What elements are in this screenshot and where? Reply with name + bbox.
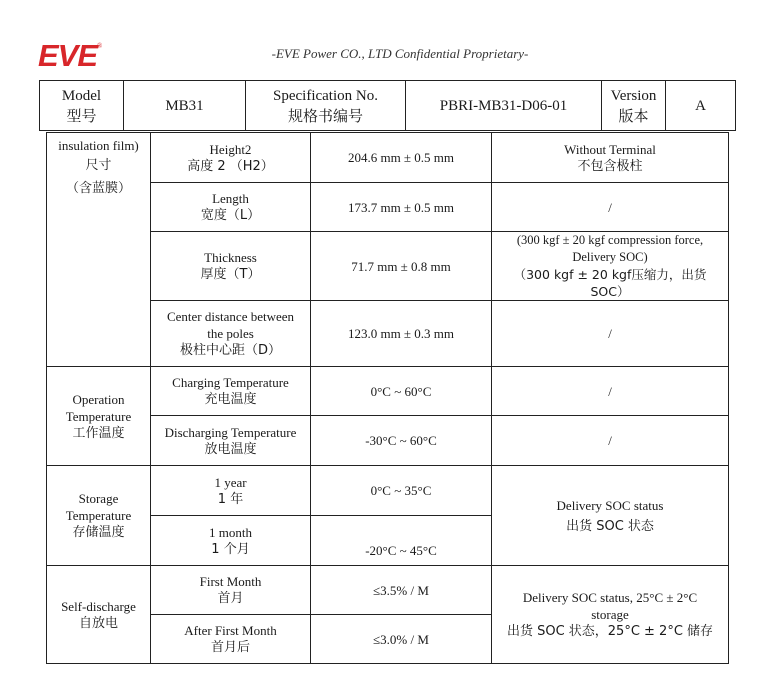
- model-value: MB31: [124, 81, 246, 131]
- thickness-value: 71.7 mm ± 0.8 mm: [311, 232, 492, 301]
- height2-label: Height2 高度 2 （H2）: [151, 133, 311, 183]
- height2-note: Without Terminal 不包含极柱: [492, 133, 729, 183]
- storage-temp-label: Storage Temperature 存储温度: [47, 466, 151, 566]
- spec-value: PBRI-MB31-D06-01: [406, 81, 602, 131]
- registered-mark: ®: [97, 42, 103, 50]
- height2-value: 204.6 mm ± 0.5 mm: [311, 133, 492, 183]
- table-row: [47, 466, 729, 516]
- length-label: Length 宽度（L）: [151, 183, 311, 232]
- after-first-month-label: After First Month 首月后: [151, 615, 311, 664]
- one-month-label: 1 month 1 个月: [151, 516, 311, 566]
- center-distance-note: /: [492, 301, 729, 367]
- center-distance-label: Center distance between the poles 极柱中心距（D）: [151, 301, 311, 367]
- one-year-label: 1 year 1 年: [151, 466, 311, 516]
- version-value: A: [666, 81, 736, 131]
- table-row: [47, 367, 729, 416]
- size-group-label: insulation film) 尺寸 （含蓝膜）: [47, 133, 151, 367]
- spec-label: Specification No. 规格书编号: [246, 81, 406, 131]
- first-month-label: First Month 首月: [151, 566, 311, 615]
- discharging-temp-note: /: [492, 416, 729, 466]
- spec-table: [46, 132, 729, 664]
- model-label: Model 型号: [40, 81, 124, 131]
- thickness-label: Thickness 厚度（T）: [151, 232, 311, 301]
- thickness-note: (300 kgf ± 20 kgf compression force, Delivery SOC) （300 kgf ± 20 kgf压缩力，出货 SOC）: [492, 232, 729, 301]
- self-discharge-label: Self-discharge 自放电: [47, 566, 151, 664]
- header-table: [39, 80, 736, 131]
- operation-temp-label: Operation Temperature 工作温度: [47, 367, 151, 466]
- discharging-temp-value: -30°C ~ 60°C: [311, 416, 492, 466]
- charging-temp-note: /: [492, 367, 729, 416]
- confidential-note: -EVE Power CO., LTD Confidential Proprietary-: [271, 46, 529, 61]
- self-discharge-note: Delivery SOC status, 25°C ± 2°C storage 出货 SOC 状态，25°C ± 2°C 储存: [492, 566, 729, 664]
- first-month-value: ≤3.5% / M: [311, 566, 492, 615]
- logo-text: EVE: [38, 38, 98, 73]
- eve-logo: [38, 38, 118, 74]
- storage-note: Delivery SOC status 出货 SOC 状态: [492, 466, 729, 566]
- length-value: 173.7 mm ± 0.5 mm: [311, 183, 492, 232]
- after-first-month-value: ≤3.0% / M: [311, 615, 492, 664]
- charging-temp-value: 0°C ~ 60°C: [311, 367, 492, 416]
- table-row: [47, 566, 729, 615]
- version-label: Version 版本: [602, 81, 666, 131]
- length-note: /: [492, 183, 729, 232]
- center-distance-value: 123.0 mm ± 0.3 mm: [311, 301, 492, 367]
- discharging-temp-label: Discharging Temperature 放电温度: [151, 416, 311, 466]
- one-year-value: 0°C ~ 35°C: [311, 466, 492, 516]
- table-row: [47, 133, 729, 183]
- charging-temp-label: Charging Temperature 充电温度: [151, 367, 311, 416]
- one-month-value: -20°C ~ 45°C: [311, 516, 492, 566]
